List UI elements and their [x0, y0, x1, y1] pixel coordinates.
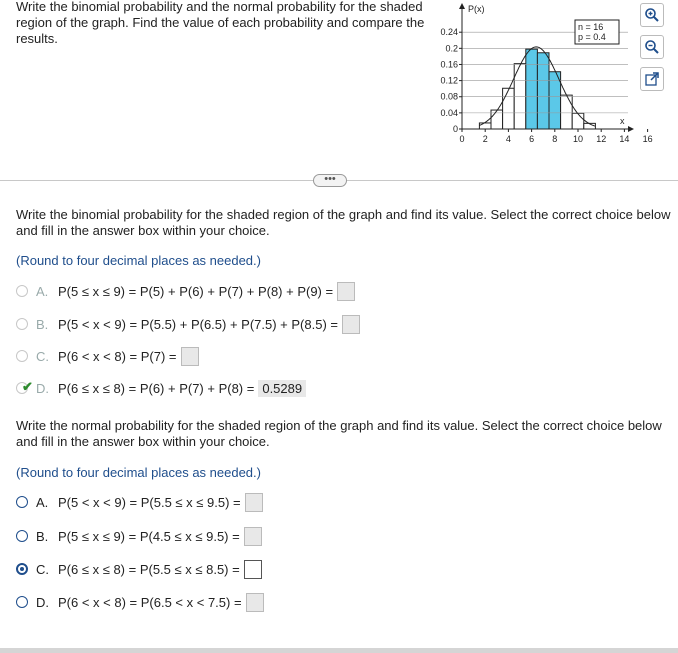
choice-letter: B.	[36, 316, 49, 332]
x-tick-label: 2	[482, 134, 488, 144]
choice-letter: D.	[36, 380, 49, 396]
y-tick-label: 0.2	[445, 43, 458, 54]
choice-letter: D.	[36, 594, 49, 610]
graph-toolbar	[640, 3, 666, 99]
y-tick-label: 0.16	[440, 59, 458, 70]
part1-choice-b[interactable]	[16, 314, 360, 334]
x-tick-label: 16	[642, 134, 653, 144]
choice-letter: A.	[36, 494, 49, 510]
choice-expression: P(6 ≤ x ≤ 8) = P(6) + P(7) + P(8) =	[58, 380, 255, 396]
y-tick-label: 0.24	[440, 27, 458, 38]
part2-round-note: (Round to four decimal places as needed.)	[16, 465, 261, 480]
histogram-bar	[503, 88, 515, 129]
part2-choice-d[interactable]	[16, 592, 264, 612]
answer-box[interactable]	[244, 560, 262, 579]
popout-icon	[644, 71, 660, 87]
choice-letter: C.	[36, 348, 49, 364]
y-tick-label: 0.04	[440, 107, 458, 118]
histogram-bar	[479, 123, 491, 129]
bottom-bar	[0, 648, 678, 653]
choice-expression: P(6 ≤ x ≤ 8) = P(5.5 ≤ x ≤ 8.5) =	[58, 561, 240, 577]
part2-choice-c[interactable]	[16, 559, 262, 579]
radio-button[interactable]	[16, 496, 28, 508]
part1-round-note: (Round to four decimal places as needed.)	[16, 253, 261, 268]
choice-expression: P(5 ≤ x ≤ 9) = P(4.5 ≤ x ≤ 9.5) =	[58, 528, 240, 544]
answer-box[interactable]	[337, 282, 355, 301]
part2-prompt: Write the normal probability for the shaded region of the graph and find its value. Select the correct choice below and fill in the answer box within your choice.	[16, 418, 662, 449]
histogram-bar	[572, 113, 584, 129]
expand-ellipsis-button[interactable]: •••	[313, 174, 347, 187]
x-tick-label: 4	[505, 134, 511, 144]
part1-choice-d[interactable]	[16, 378, 306, 398]
x-axis-arrow	[628, 126, 634, 132]
x-axis-label: x	[620, 116, 625, 126]
x-tick-label: 10	[572, 134, 584, 144]
radio-button[interactable]	[16, 530, 28, 542]
radio-button[interactable]	[16, 596, 28, 608]
x-tick-label: 12	[596, 134, 607, 144]
choice-expression: P(5 < x < 9) = P(5.5) + P(6.5) + P(7.5) + P(8.5) =	[58, 316, 338, 332]
radio-button[interactable]	[16, 318, 28, 330]
answer-box[interactable]	[246, 593, 264, 612]
answer-box[interactable]	[244, 527, 262, 546]
zoom-out-button[interactable]	[640, 35, 664, 59]
choice-letter: C.	[36, 561, 49, 577]
binomial-graph	[432, 0, 653, 150]
radio-button[interactable]	[16, 350, 28, 362]
choice-expression: P(5 ≤ x ≤ 9) = P(5) + P(6) + P(7) + P(8) + P(9) =	[58, 283, 334, 299]
choice-expression: P(5 < x < 9) = P(5.5 ≤ x ≤ 9.5) =	[58, 494, 241, 510]
part1-prompt: Write the binomial probability for the shaded region of the graph and find its value. Select the correct choice below and fill in the answer box within your choice.	[16, 207, 671, 238]
radio-button-selected[interactable]	[16, 563, 28, 575]
x-tick-label: 8	[552, 134, 558, 144]
zoom-in-icon	[644, 7, 660, 23]
legend-p: p = 0.4	[578, 32, 606, 42]
part2-choice-a[interactable]	[16, 492, 263, 512]
part2-choice-b[interactable]	[16, 526, 262, 546]
x-tick-label: 6	[529, 134, 535, 144]
y-tick-label: 0	[452, 124, 458, 134]
popout-button[interactable]	[640, 67, 664, 91]
y-tick-label: 0.08	[440, 91, 458, 102]
y-axis-label: P(x)	[468, 4, 485, 14]
correct-check-icon: ✔	[22, 379, 33, 394]
y-tick-label: 0.12	[440, 75, 458, 86]
choice-letter: B.	[36, 528, 49, 544]
problem-statement: Write the binomial probability and the normal probability for the shaded region of the graph. Find the value of each probability and compare the results.	[16, 0, 425, 46]
answer-box[interactable]	[181, 347, 199, 366]
x-tick-label: 14	[619, 134, 630, 144]
part1-choice-c[interactable]	[16, 346, 199, 366]
legend-n: n = 16	[578, 22, 604, 32]
choice-expression: P(6 < x < 8) = P(7) =	[58, 348, 177, 364]
answer-box[interactable]	[245, 493, 263, 512]
zoom-out-icon	[644, 39, 660, 55]
zoom-in-button[interactable]	[640, 3, 664, 27]
radio-button[interactable]	[16, 285, 28, 297]
answer-value: 0.5289	[258, 380, 306, 397]
x-tick-label: 0	[459, 134, 465, 144]
histogram-bar	[526, 49, 538, 129]
answer-box[interactable]	[342, 315, 360, 334]
y-axis-arrow	[459, 3, 465, 9]
choice-expression: P(6 < x < 8) = P(6.5 < x < 7.5) =	[58, 594, 242, 610]
histogram-bar	[561, 95, 573, 129]
choice-letter: A.	[36, 283, 49, 299]
part1-choice-a[interactable]	[16, 281, 355, 301]
